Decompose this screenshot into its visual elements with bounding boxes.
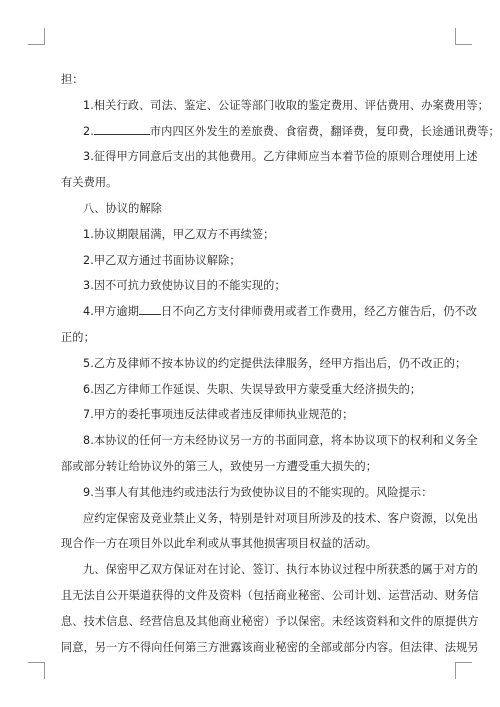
page-corner-mark-top-right [455, 28, 472, 45]
text-line-with-blank [61, 299, 478, 325]
text-line: 息、技术信息、经营信息及其他商业秘密）予以保密。未经该资料和文件的原提供方 [61, 614, 479, 628]
line-text: 市内四区外发生的差旅费、食宿费，翻译费，复印费，长途通讯费等； [149, 124, 500, 138]
text-line: 正的； [61, 330, 95, 344]
text-line: 且无法自公开渠道获得的文件及资料（包括商业秘密、公司计划、运营活动、财务信 [61, 588, 479, 602]
document-body [61, 67, 500, 660]
item-number: 2. [83, 124, 94, 138]
text-line: 部或部分转让给协议外的第三人，致使另一方遭受重大损失的； [61, 459, 378, 473]
text-line: 1.协议期限届满，甲乙双方不再续签； [83, 227, 275, 241]
text-line: 应约定保密及竞业禁止义务，特别是针对项目所涉及的技术、客户资源，以免出 [83, 511, 479, 525]
fill-in-blank [94, 120, 150, 135]
text-line: 9.当事人有其他违约或违法行为致使协议目的不能实现的。风险提示： [83, 485, 433, 499]
text-line: 担： [61, 73, 84, 86]
text-line: 7.甲方的委托事项违反法律或者违反律师执业规范的； [83, 408, 354, 422]
fill-in-blank [139, 300, 161, 315]
text-line: 1.相关行政、司法、鉴定、公证等部门收取的鉴定费用、评估费用、办案费用等； [83, 98, 489, 112]
line-text: 日不向乙方支付律师费用或者工作费用，经乙方催告后，仍不改 [161, 305, 478, 319]
text-line: 现合作一方在项目外以此牟利或从事其他损害项目权益的活动。 [61, 537, 378, 551]
text-line: 同意，另一方不得向任何第三方泄露该商业秘密的全部或部分内容。但法律、法规另 [61, 640, 479, 654]
text-line-with-blank [61, 119, 500, 145]
page-corner-mark-bottom-right [455, 662, 472, 679]
text-line: 5.乙方及律师不按本协议的约定提供法律服务，经甲方指出后，仍不改正的； [83, 356, 467, 370]
section-heading: 九、保密甲乙双方保证对在讨论、签订、执行本协议过程中所获悉的属于对方的 [83, 563, 479, 577]
section-heading: 八、协议的解除 [83, 201, 163, 215]
text-line: 6.因乙方律师工作延误、失职、失误导致甲方蒙受重大经济损失的； [83, 382, 422, 396]
text-line: 3.因不可抗力致使协议目的不能实现的； [83, 279, 286, 293]
text-line: 8.本协议的任何一方未经协议另一方的书面同意，将本协议项下的权利和义务全 [83, 434, 478, 448]
text-line: 有关费用。 [61, 176, 118, 190]
item-prefix: 4.甲方逾期 [83, 305, 140, 319]
page-corner-mark-bottom-left [28, 662, 45, 679]
page-corner-mark-top-left [28, 28, 45, 45]
text-line: 2.甲乙双方通过书面协议解除； [83, 253, 241, 267]
text-line: 3.征得甲方同意后支出的其他费用。乙方律师应当本着节俭的原则合理使用上述 [83, 150, 478, 164]
